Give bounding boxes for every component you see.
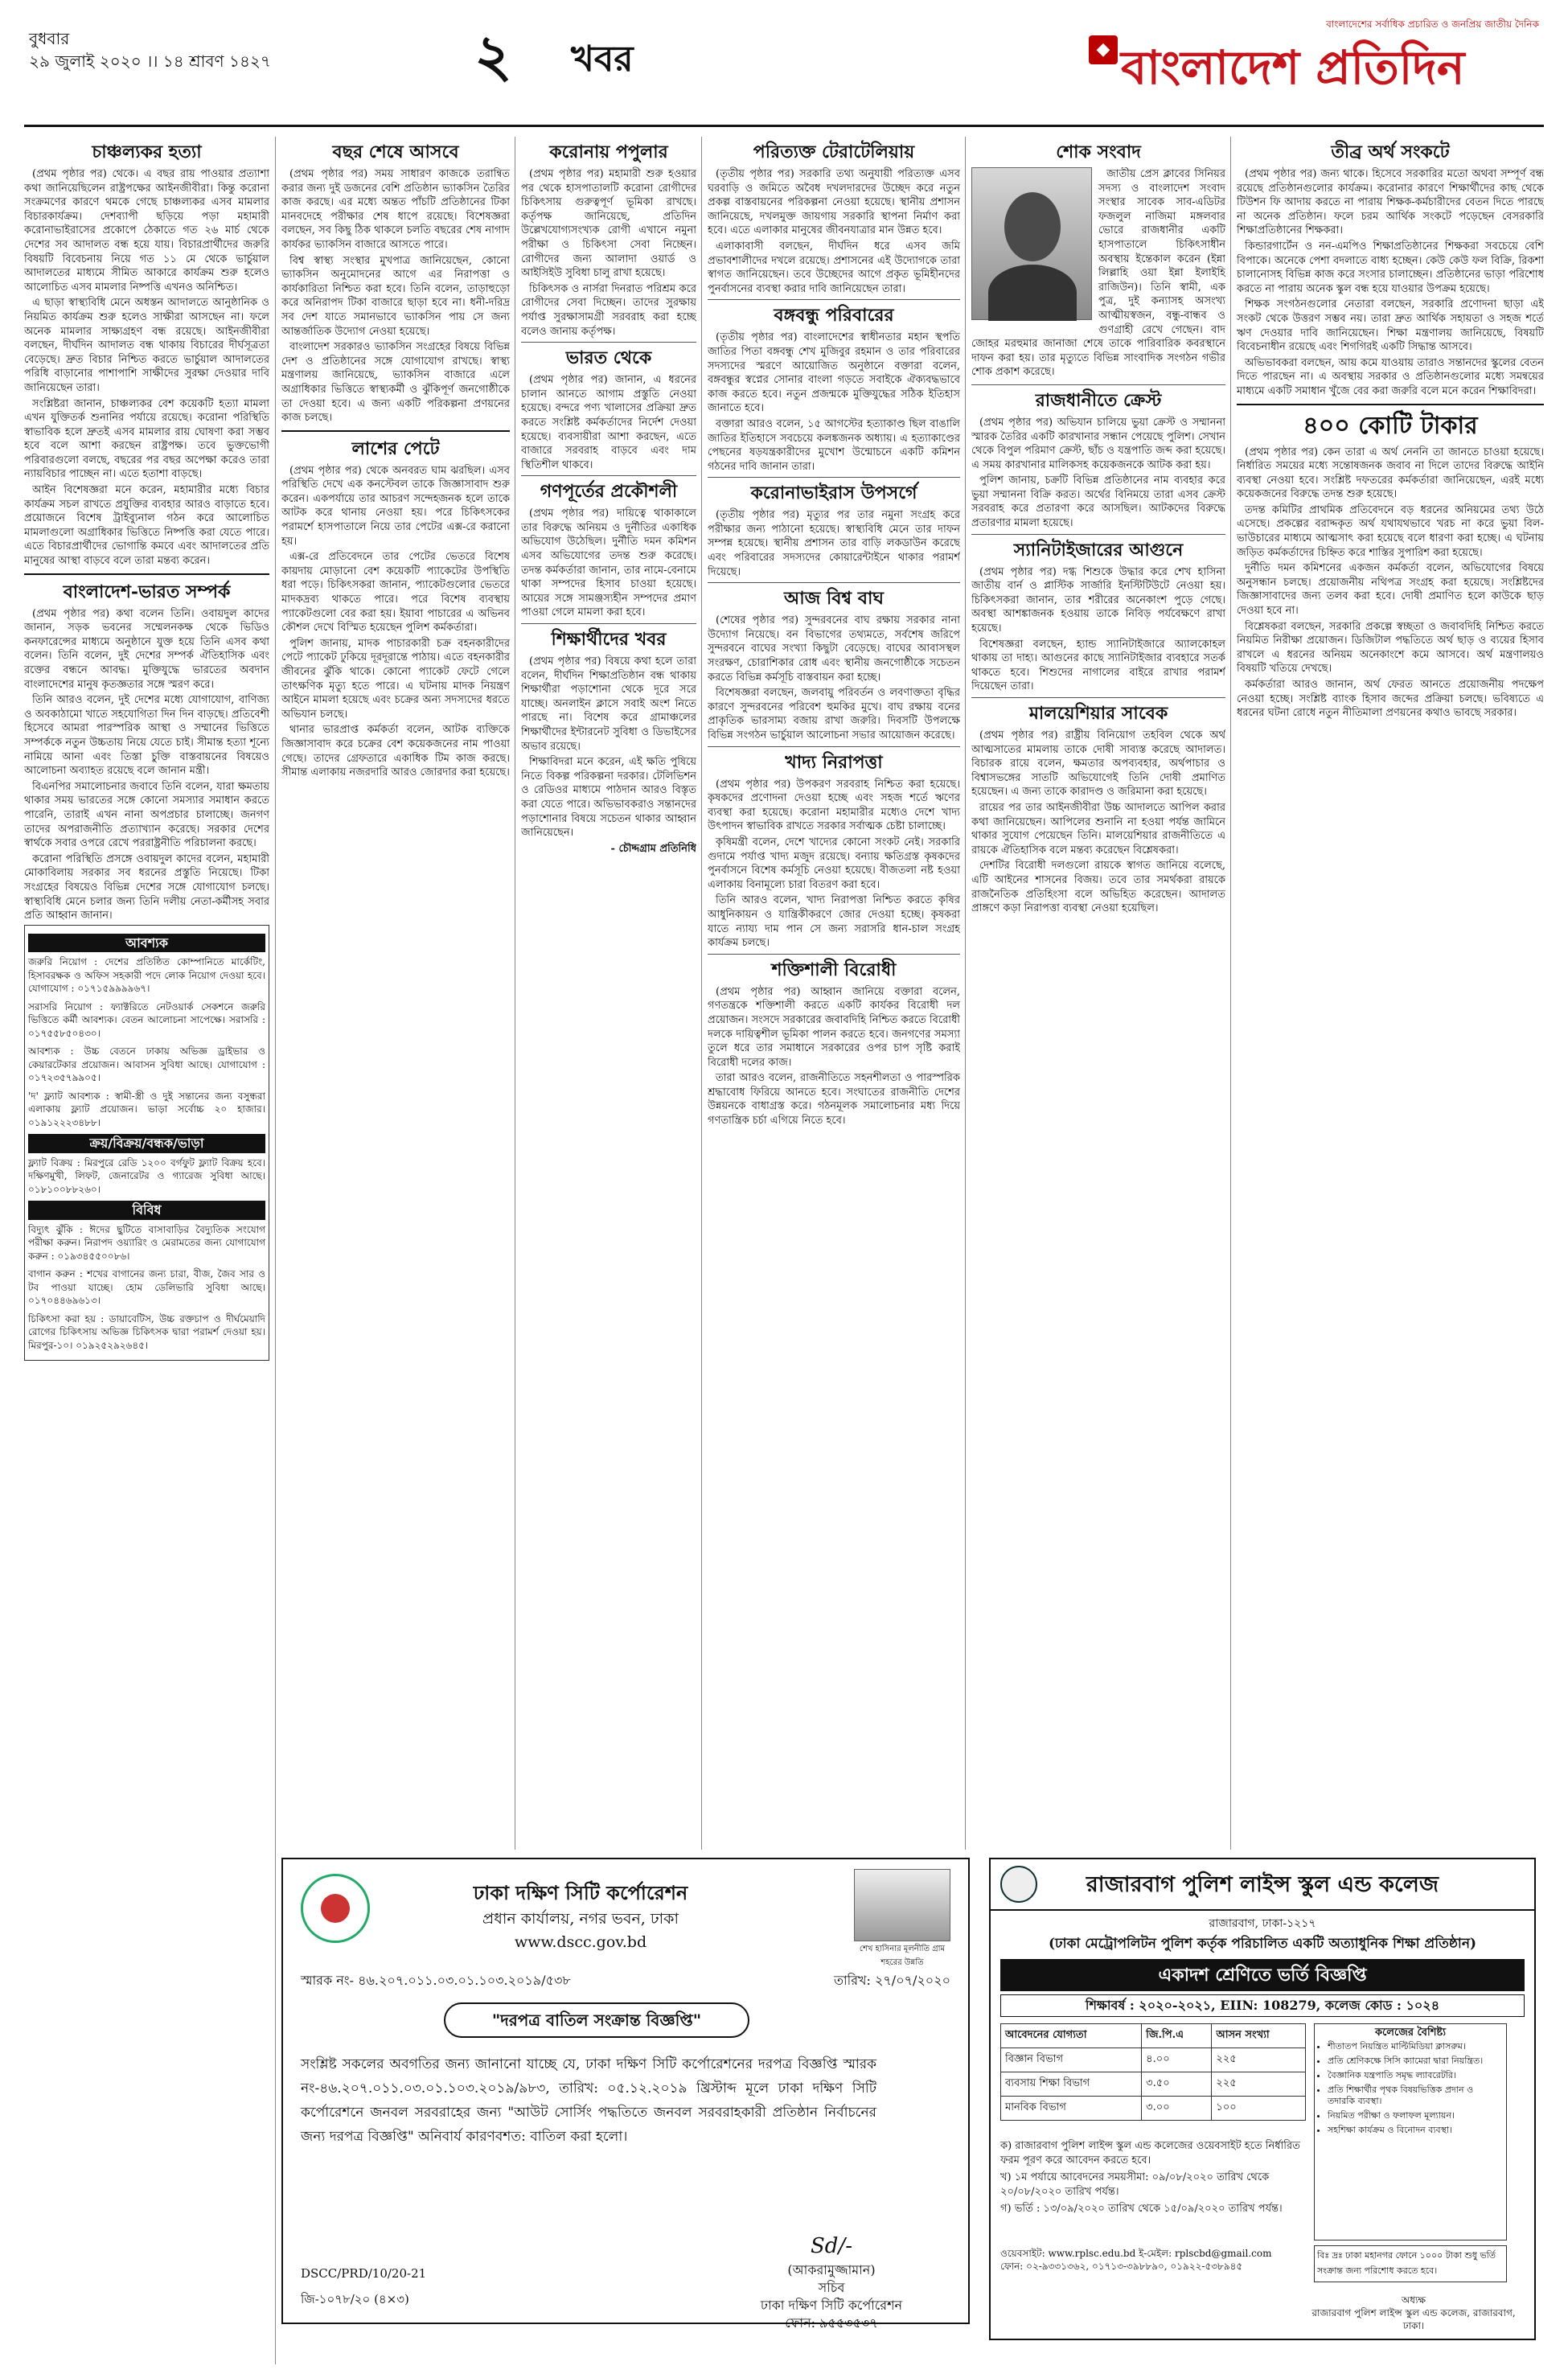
ad-address: রাজারবাগ, ঢাকা-১২১৭ bbox=[1209, 1917, 1316, 1930]
rplsc-admission-ad bbox=[989, 1858, 1536, 2340]
divider bbox=[521, 623, 696, 624]
portrait-body-icon bbox=[988, 265, 1077, 321]
contact-web: ওয়েবসাইট: www.rplsc.edu.bd ই-মেইল: rplscbd@gmail.com bbox=[1000, 2248, 1272, 2259]
ad-memo-number: স্মারক নং- ৪৬.২০৭.০১১.০৩.০১.১০৩.২০১৯/৫৩৮ bbox=[301, 1973, 571, 1988]
section-title: খবর bbox=[571, 39, 634, 80]
headline: শোক সংবাদ bbox=[1056, 142, 1141, 162]
column-divider bbox=[275, 137, 276, 2364]
headline: বছর শেষে আসবে bbox=[332, 142, 459, 162]
feature-item: • প্রতি শিক্ষার্থীর পৃথক বিষয়ভিত্তিক প্রদান ও তদারকি ব্যবস্থা। bbox=[1328, 2084, 1503, 2107]
paragraph: বিশেষজ্ঞরা বলছেন, জলবায়ু পরিবর্তন ও লবণাক্ততা বৃদ্ধির কারণে সুন্দরবনের পরিবেশ হুমকির মুখে। বাঘ রক্ষায় বনের প্রাকৃতিক ভারসাম্য বজায় রাখা জরুরি। দিবসটি উপলক্ষে বিভিন্ন সংগঠন ভার্চুয়াল আলোচনা সভার আয়োজন করেছে। bbox=[708, 687, 960, 741]
contact-block bbox=[1000, 2247, 1306, 2273]
divider bbox=[521, 342, 696, 343]
portrait-face-icon bbox=[1004, 192, 1061, 261]
ad-gd-code: জি-১০৭৮/২০ (৪×৩) bbox=[301, 2292, 409, 2306]
signer-phone: ফোন: ৯৫৫৩৫৩৭ bbox=[785, 2315, 878, 2331]
paragraph: তারা আরও বলেন, রাজনীতিতে সহনশীলতা ও পারস্পরিক শ্রদ্ধাবোধ ফিরিয়ে আনতে হবে। সংঘাতের রাজনীতি দেশের উন্নয়নকে বাধাগ্রস্ত করে। গঠনমূলক সমালোচনার মধ্য দিয়ে গণতান্ত্রিক চর্চা এগিয়ে নিতে হবে। bbox=[708, 1072, 960, 1127]
paragraph: (প্রথম পৃষ্ঠার পর) উপকরণ সরবরাহ নিশ্চিত করা হয়েছে। কৃষকদের প্রণোদনা দেওয়া হচ্ছে এবং সহজ শর্তে ঋণের ব্যবস্থা করা হয়েছে। করোনা মহামারীর মধ্যেও দেশে খাদ্য উৎপাদন স্বাভাবিক রাখতে সরকার সর্বাত্মক চেষ্টা চালাচ্ছে। bbox=[708, 778, 960, 833]
principal-org: রাজারবাগ পুলিশ লাইন্স স্কুল এন্ড কলেজ, রাজারবাগ, ঢাকা। bbox=[1311, 2307, 1516, 2331]
paragraph: (প্রথম পৃষ্ঠার পর) কথা বলেন তিনি। ওবায়দুল কাদের জানান, সড়ক ভবনের সম্মেলনকক্ষ থেকে ভিডিও কনফারেন্সের মাধ্যমে অনুষ্ঠানে যুক্ত হয়ে তিনি এসব কথা বলেন। তিনি বলেন, দুই দেশের সম্পর্ক ঐতিহাসিক এবং রক্তের বন্ধনে আবদ্ধ। মুক্তিযুদ্ধে ভারতের অবদান বাংলাদেশের মানুষ কৃতজ্ঞতার সঙ্গে স্মরণ করে। bbox=[24, 607, 269, 691]
ad-office: প্রধান কার্যালয়, নগর ভবন, ঢাকা bbox=[482, 1910, 679, 1928]
paragraph: বাংলাদেশ সরকারও ভ্যাকসিন সংগ্রহের বিষয়ে বিভিন্ন দেশ ও প্রতিষ্ঠানের সঙ্গে যোগাযোগ রাখছে। স্বাস্থ্য মন্ত্রণালয় জানিয়েছে, ভ্যাকসিন বাজারে এলে অগ্রাধিকার ভিত্তিতে স্বাস্থ্যকর্মী ও ঝুঁকিপূর্ণ জনগোষ্ঠীকে তা দেওয়া হবে। এ জন্য একটি পরিকল্পনা প্রণয়নের কাজ চলছে। bbox=[281, 341, 510, 425]
masthead-date-block bbox=[29, 27, 271, 72]
paragraph: করোনা পরিস্থিতি প্রসঙ্গে ওবায়দুল কাদের বলেন, মহামারী মোকাবিলায় সরকার সব ধরনের প্রস্তুতি নিয়েছে। টিকা সংগ্রহের বিষয়েও বিভিন্ন দেশের সঙ্গে যোগাযোগ চলছে। স্বাস্থ্যবিধি মেনে চলার জন্য তিনি দলীয় নেতা-কর্মীসহ সবার প্রতি আহ্বান জানান। bbox=[24, 852, 269, 922]
signer-org: ঢাকা দক্ষিণ সিটি কর্পোরেশন bbox=[760, 2298, 903, 2313]
column-divider bbox=[1230, 137, 1231, 1850]
paragraph: (শেষের পৃষ্ঠার পর) সুন্দরবনের বাঘ রক্ষায় সরকার নানা উদ্যোগ নিয়েছে। বন বিভাগের তথ্যমতে, সর্বশেষ জরিপে সুন্দরবনে বাঘের সংখ্যা কিছুটা বেড়েছে। বাঘের আবাসস্থল সংরক্ষণ, চোরাশিকার রোধ এবং স্থানীয় জনগোষ্ঠীকে সচেতন করতে বিভিন্ন কর্মসূচি বাস্তবায়ন করা হচ্ছে। bbox=[708, 614, 960, 684]
divider bbox=[521, 475, 696, 476]
paragraph: রায়ের পর তার আইনজীবীরা উচ্চ আদালতে আপিল করার কথা জানিয়েছেন। আপিলের শুনানি না হওয়া পর্যন্ত জামিনে থাকার সুযোগ পেয়েছেন তিনি। মালয়েশিয়ার রাজনীতিতে এ রায়কে ঐতিহাসিক বলে মন্তব্য করেছেন বিশ্লেষকরা। bbox=[971, 801, 1225, 856]
headline: ৪০০ কোটি টাকার bbox=[1303, 411, 1478, 440]
principal-label: অধ্যক্ষ bbox=[1401, 2294, 1426, 2306]
divider bbox=[708, 582, 960, 583]
classified-section-title: আবশ্যক bbox=[28, 934, 265, 953]
obituary-photo bbox=[971, 167, 1092, 320]
headline: ভারত থেকে bbox=[565, 347, 652, 369]
ad-announcement: একাদশ শ্রেণিতে ভর্তি বিজ্ঞপ্তি bbox=[1000, 1959, 1525, 1991]
divider bbox=[708, 954, 960, 955]
paragraph: দুর্নীতি দমন কমিশনের একজন কর্মকর্তা বলেন, অভিযোগের বিষয়ে অনুসন্ধান চলছে। প্রয়োজনীয় নথিপত্র সংগ্রহ করা হয়েছে। সংশ্লিষ্টদের জিজ্ঞাসাবাদের জন্য তলব করা হবে। দোষী প্রমাণিত হলে কাউকে ছাড় দেওয়া হবে না। bbox=[1237, 562, 1544, 618]
headline: শিক্ষার্থীদের খবর bbox=[551, 629, 667, 651]
divider bbox=[708, 746, 960, 747]
ad-date: তারিখ: ২৭/০৭/২০২০ bbox=[833, 1973, 950, 1988]
classified-item: বাগান করুন : শখের বাগানের জন্য চারা, বীজ, জৈব সার ও টব পাওয়া যাচ্ছে। হোম ডেলিভারি সুবিধা আছে। ০১৭০৪৪৬৯৬১৩। bbox=[28, 1268, 265, 1307]
paragraph: শিক্ষাবিদরা মনে করেন, এই ক্ষতি পুষিয়ে নিতে বিকল্প পরিকল্পনা দরকার। টেলিভিশন ও রেডিওর মাধ্যমে পাঠদান আরও বিস্তৃত করা যেতে পারে। অভিভাবকরাও সন্তানদের পড়াশোনার বিষয়ে সচেতন থাকার আহ্বান জানিয়েছেন। bbox=[521, 756, 696, 840]
divider bbox=[971, 697, 1225, 698]
paragraph: কৃষিমন্ত্রী বলেন, দেশে খাদ্যের কোনো সংকট নেই। সরকারি গুদামে পর্যাপ্ত খাদ্য মজুদ রয়েছে। বন্যায় ক্ষতিগ্রস্ত কৃষকদের পুনর্বাসনে বিশেষ কর্মসূচি নেওয়া হয়েছে। বীজতলা নষ্ট হওয়া এলাকায় বিনামূল্যে চারা বিতরণ করা হবে। bbox=[708, 836, 960, 891]
table-header-row bbox=[1001, 2024, 1306, 2048]
masthead bbox=[24, 14, 1544, 127]
paragraph: (তৃতীয় পৃষ্ঠার পর) সরকারি তথ্য অনুযায়ী পরিত্যক্ত এসব ঘরবাড়ি ও জমিতে অবৈধ দখলদারদের উচ্ছেদ করে নতুন প্রকল্প বাস্তবায়নের পরিকল্পনা নেওয়া হয়েছে। স্থানীয় প্রশাসন জানিয়েছে, দখলমুক্ত জায়গায় সরকারি স্থাপনা নির্মাণ করা হবে। এতে এলাকার মানুষের জীবনযাত্রার মান উন্নত হবে। bbox=[708, 168, 960, 237]
headline: করোনায় পপুলার bbox=[549, 142, 668, 162]
paragraph: (প্রথম পৃষ্ঠার পর) সময় সাধারণ কাজকে তরান্বিত করার জন্য দুই ডজনের বেশি প্রতিষ্ঠান ভ্যাকসিন তৈরির কাজ করছে। এর মধ্যে অন্তত পাঁচটি প্রতিষ্ঠানের টিকা মানবদেহে পরীক্ষার শেষ ধাপে রয়েছে। বিশেষজ্ঞরা বলছেন, সব কিছু ঠিক থাকলে চলতি বছরের শেষ নাগাদ কার্যকর ভ্যাকসিন বাজারে আসতে পারে। bbox=[281, 168, 510, 251]
ad-banner-title: "দরপত্র বাতিল সংক্রান্ত বিজ্ঞপ্তি" bbox=[444, 2002, 749, 2038]
paragraph: বিশেষজ্ঞরা বলছেন, হ্যান্ড স্যানিটাইজারে অ্যালকোহল থাকায় তা দাহ্য। আগুনের কাছে স্যানিটাইজার ব্যবহারে সতর্ক থাকতে হবে। শিশুদের নাগালের বাইরে রাখার পরামর্শ দিয়েছেন তারা। bbox=[971, 638, 1225, 693]
newspaper-logo bbox=[1089, 35, 1539, 116]
headline: গণপূর্তের প্রকৌশলী bbox=[540, 481, 678, 503]
classified-section-title: বিবিধ bbox=[28, 1201, 265, 1220]
headline: বঙ্গবন্ধু পরিবারের bbox=[774, 305, 894, 327]
paragraph: (প্রথম পৃষ্ঠার পর) দগ্ধ শিশুকে উদ্ধার করে শেখ হাসিনা জাতীয় বার্ন ও প্লাস্টিক সার্জারি ইনস্টিটিউটে নেওয়া হয়। চিকিৎসকরা জানান, তার শরীরের অনেকাংশ পুড়ে গেছে। অবস্থা আশঙ্কাজনক হওয়ায় তাকে নিবিড় পর্যবেক্ষণে রাখা হয়েছে। bbox=[971, 565, 1225, 635]
classified-item: আবশ্যক : উচ্চ বেতনে ঢাকায় অভিজ্ঞ ড্রাইভার ও কেয়ারটেকার প্রয়োজন। আবাসন সুবিধা আছে। যোগাযোগ : ০১৭২৩৫৭৯৯০৫। bbox=[28, 1045, 265, 1084]
paragraph: সংশ্লিষ্টরা জানান, চাঞ্চল্যকর বেশ কয়েকটি হত্যা মামলা এখন যুক্তিতর্ক শুনানির পর্যায়ে রয়েছে। করোনা পরিস্থিতি স্বাভাবিক হলে দ্রুতই এসব মামলার রায় ঘোষণা করা সম্ভব হবে বলে আশা করছেন রাষ্ট্রপক্ষ। তবে ভুক্তভোগী পরিবারগুলো বলছে, বছরের পর বছর অপেক্ষা করেও তারা ন্যায়বিচার পাচ্ছেন না। এতে হতাশা বাড়ছে। bbox=[24, 397, 269, 481]
headline: আজ বিশ্ব বাঘ bbox=[784, 588, 884, 610]
paragraph: কর্মকর্তারা আরও জানান, অর্থ ফেরত আনতে প্রয়োজনীয় পদক্ষেপ নেওয়া হচ্ছে। সংশ্লিষ্ট ব্যাংক হিসাব জব্দের প্রক্রিয়া চলছে। ভবিষ্যতে এ ধরনের ঘটনা রোধে নতুন নীতিমালা প্রণয়নের কথাও ভাবছে সরকার। bbox=[1237, 679, 1544, 720]
info-item: গ) ভর্তি : ১৩/০৯/২০২০ তারিখ থেকে ১৫/০৯/২০২০ তারিখ পর্যন্ত। bbox=[1000, 2203, 1283, 2215]
ad-body: সংশ্লিষ্ট সকলের অবগতির জন্য জানানো যাচ্ছে যে, ঢাকা দক্ষিণ সিটি কর্পোরেশনের দরপত্র বিজ্ঞপ্তি স্মারক নং-৪৬.২০৭.০১১.০৩.০১.১০৩.২০১৯/৯৮৩, তারিখ: ০৫.১২.২০১৯ খ্রিস্টাব্দ মূলে ঢাকা দক্ষিণ সিটি কর্পোরেশনে জনবল সরবরাহের জন্য "আউট সোর্সিং পদ্ধতিতে জনবল সরবরাহকারী প্রতিষ্ঠান নির্বাচনের জন্য দরপত্র বিজ্ঞপ্তি" অনিবার্য কারণবশত: বাতিল করা হলো। bbox=[301, 2056, 876, 2145]
table-row bbox=[1001, 2072, 1306, 2097]
headline: শক্তিশালী বিরোধী bbox=[771, 959, 897, 980]
column-2 bbox=[281, 137, 510, 1850]
headline: বাংলাদেশ-ভারত সম্পর্ক bbox=[63, 581, 231, 602]
page-number: ২ bbox=[474, 21, 512, 89]
info-item: খ) ১ম পর্যায়ে আবেদনের সময়সীমা: ০৯/০৮/২০২০ তারিখ থেকে ২০/০৮/২০২০ তারিখ পর্যন্ত। bbox=[1000, 2171, 1270, 2198]
paragraph: (প্রথম পৃষ্ঠার পর) জন্য থাকে। হিসেবে সরকারির মতো অথবা সম্পূর্ণ বন্ধ রয়েছে প্রতিষ্ঠানগুলোর কার্যক্রম। করোনার কারণে শিক্ষার্থীদের কাছ থেকে টিউশন ফি আদায় করতে না পারায় শিক্ষক-কর্মচারীদের বেতন দিতে পারছে না অনেক প্রতিষ্ঠান। ফলে চরম আর্থিক সংকটে পড়েছেন বেসরকারি শিক্ষাপ্রতিষ্ঠানের শিক্ষকরা। bbox=[1237, 168, 1544, 237]
classified-item: ফ্ল্যাট বিক্রয় : মিরপুরে রেডি ১২০০ বর্গফুট ফ্ল্যাট বিক্রয় হবে। দক্ষিণমুখী, লিফট, জেনারেটর ও গ্যারেজ সুবিধা আছে। ০১৮১০০৮৮২৬০। bbox=[28, 1156, 265, 1195]
headline: করোনাভাইরাস উপসর্গে bbox=[750, 483, 917, 504]
college-features-box bbox=[1314, 2023, 1507, 2241]
table-header: আবেদনের যোগ্যতা bbox=[1001, 2024, 1142, 2048]
table-cell: মানবিক বিভাগ bbox=[1001, 2097, 1142, 2121]
obituary bbox=[971, 167, 1225, 381]
headline: রাজধানীতে ক্রেস্ট bbox=[1035, 389, 1162, 411]
column-divider bbox=[701, 137, 702, 1850]
headline: চাঞ্চল্যকর হত্যা bbox=[92, 142, 202, 162]
paragraph: (তৃতীয় পৃষ্ঠার পর) বাংলাদেশের স্বাধীনতার মহান স্থপতি জাতির পিতা বঙ্গবন্ধু শেখ মুজিবুর রহমান ও তার পরিবারের সদস্যদের স্মরণে আয়োজিত অনুষ্ঠানে বক্তারা বলেন, বঙ্গবন্ধুর স্বপ্নের সোনার বাংলা গড়তে সবাইকে ঐক্যবদ্ধভাবে কাজ করতে হবে। নতুন প্রজন্মকে মুক্তিযুদ্ধের সঠিক ইতিহাস জানাতে হবে। bbox=[708, 331, 960, 415]
classified-section-title: ক্রয়/বিক্রয়/বন্ধক/ভাড়া bbox=[28, 1134, 265, 1153]
feature-item: • বৈজ্ঞানিক যন্ত্রপাতি সমৃদ্ধ ল্যাবরেটরি। bbox=[1328, 2070, 1503, 2081]
leader-portrait-icon bbox=[854, 1869, 950, 1941]
table-cell: ২২৫ bbox=[1212, 2048, 1306, 2072]
column-3 bbox=[521, 137, 696, 1850]
paragraph: (প্রথম পৃষ্ঠার পর) আহ্বান জানিয়ে বক্তারা বলেন, গণতন্ত্রকে শক্তিশালী করতে একটি কার্যকর বিরোধী দল প্রয়োজন। সংসদে সরকারের জবাবদিহি নিশ্চিত করতে বিরোধী দলকে দায়িত্বশীল ভূমিকা পালন করতে হবে। জনগণের সমস্যা তুলে ধরে তার সমাধানে সরকারের ওপর চাপ সৃষ্টি করাই বিরোধী দলের কাজ। bbox=[708, 985, 960, 1069]
paragraph: (প্রথম পৃষ্ঠার পর) থেকে অনবরত ঘাম ঝরছিল। এসব পরিস্থিতি দেখে এক কনস্টেবল তাকে জিজ্ঞাসাবাদ শুরু করেন। একপর্যায়ে তার আচরণ সন্দেহজনক হলে তাকে আটক করে থানায় নেওয়া হয়। পরে চিকিৎসকের পরামর্শে হাসপাতালে নিয়ে তার পেটের এক্স-রে করানো হয়। bbox=[281, 464, 510, 548]
ad-organization: ঢাকা দক্ষিণ সিটি কর্পোরেশন bbox=[473, 1881, 688, 1904]
headline: লাশের পেটে bbox=[351, 437, 440, 459]
signer-name: (আকরামুজ্জামান) bbox=[787, 2262, 876, 2277]
paragraph: তিনি আরও বলেন, খাদ্য নিরাপত্তা নিশ্চিত করতে কৃষির আধুনিকায়ন ও যান্ত্রিকীকরণে জোর দেওয়া হচ্ছে। কৃষকরা যাতে ন্যায্য দাম পান সে জন্য সরাসরি ধান-চাল সংগ্রহ কার্যক্রম চলছে। bbox=[708, 894, 960, 950]
paragraph: (তৃতীয় পৃষ্ঠার পর) মৃত্যুর পর তার নমুনা সংগ্রহ করে পরীক্ষার জন্য পাঠানো হয়েছে। স্বাস্থ্যবিধি মেনে তার দাফন সম্পন্ন হয়েছে। স্থানীয় প্রশাসন তার বাড়ি লকডাউন করেছে এবং পরিবারের সদস্যদের কোয়ারেন্টাইনে থাকার পরামর্শ দিয়েছে। bbox=[708, 509, 960, 578]
admission-table bbox=[1000, 2023, 1306, 2121]
info-item: ক) রাজারবাগ পুলিশ লাইন্স স্কুল এন্ড কলেজের ওয়েবসাইট হতে নির্ধারিত ফরম পূরণ করে আবেদন করতে হবে। bbox=[1000, 2140, 1300, 2167]
table-row bbox=[1001, 2048, 1306, 2072]
headline: তীব্র অর্থ সংকটে bbox=[1331, 142, 1450, 162]
paragraph: বিশ্লেষকরা বলছেন, সরকারি প্রকল্পে স্বচ্ছতা ও জবাবদিহি নিশ্চিত করতে নিয়মিত নিরীক্ষা প্রয়োজন। ডিজিটাল পদ্ধতিতে অর্থ ছাড় ও ব্যয়ের হিসাব রাখলে এ ধরনের অনিয়ম অনেকাংশে কমে আসবে। অর্থ মন্ত্রণালয়ও বিষয়টি খতিয়ে দেখছে। bbox=[1237, 620, 1544, 676]
table-cell: ৩.০০ bbox=[1142, 2097, 1212, 2121]
principal-block bbox=[1309, 2294, 1518, 2332]
paragraph: কিন্ডারগার্টেন ও নন-এমপিও শিক্ষাপ্রতিষ্ঠানের শিক্ষকরা সবচেয়ে বেশি বিপাকে। অনেকে পেশা বদলাতে বাধ্য হচ্ছেন। কেউ কেউ ফল বিক্রি, রিকশা চালানোসহ বিভিন্ন কাজ করে সংসার চালাচ্ছেন। প্রতিষ্ঠানের ভাড়া পরিশোধ করতে না পারায় অনেক স্কুল বন্ধ হয়ে যাওয়ার উপক্রম হয়েছে। bbox=[1237, 240, 1544, 295]
column-4 bbox=[708, 137, 960, 1850]
divider bbox=[24, 573, 269, 575]
classified-item: সরাসরি নিয়োগ : ফ্যাক্টরিতে নেটওয়ার্ক সেকশনে জরুরি ভিত্তিতে কর্মী আবশ্যক। বেতন আলোচনা সাপেক্ষে। সরাসরি : ০১৭৫৫৮৫০৪৩০। bbox=[28, 1000, 265, 1039]
paragraph: (প্রথম পৃষ্ঠার পর) কেন তারা এ অর্থ নেননি তা জানতে চাওয়া হয়েছে। নির্ধারিত সময়ের মধ্যে সন্তোষজনক জবাব না দিলে তাদের বিরুদ্ধে আইনি ব্যবস্থা নেওয়া হবে। সংশ্লিষ্ট দফতরের কর্মকর্তারা জানিয়েছেন, এরই মধ্যে কয়েকজনের বিরুদ্ধে তদন্ত শুরু হয়েছে। bbox=[1237, 446, 1544, 501]
ad-title: রাজারবাগ পুলিশ লাইন্স স্কুল এন্ড কলেজ bbox=[991, 1859, 1534, 1911]
divider bbox=[971, 384, 1225, 385]
table-cell: ২২৫ bbox=[1212, 2072, 1306, 2097]
divider bbox=[708, 477, 960, 478]
logo-name: বাংলাদেশ প্রতিদিন bbox=[1121, 40, 1465, 95]
table-header: আসন সংখ্যা bbox=[1212, 2024, 1306, 2048]
paragraph: বক্তারা আরও বলেন, ১৫ আগস্টের হত্যাকাণ্ড ছিল বাঙালি জাতির ইতিহাসে সবচেয়ে কলঙ্কজনক অধ্যায়। এ হত্যাকাণ্ডের পেছনের ষড়যন্ত্রকারীদের মুখোশ উন্মোচনে একটি কমিশন গঠনের দাবি জানান তারা। bbox=[708, 417, 960, 473]
feature-item: • প্রতি শ্রেণিকক্ষে সিসি ক্যামেরা দ্বারা নিয়ন্ত্রিত। bbox=[1328, 2056, 1503, 2067]
column-6 bbox=[1237, 137, 1544, 1850]
paragraph: আইন বিশেষজ্ঞরা মনে করেন, মহামারীর মধ্যে বিচার কার্যক্রম সচল রাখতে প্রযুক্তির ব্যবহার আরও বাড়াতে হবে। প্রয়োজনে বিশেষ ট্রাইব্যুনাল গঠন করে আলোচিত মামলাগুলো অগ্রাধিকার ভিত্তিতে নিষ্পত্তি করা যেতে পারে। এতে বিচারপ্রার্থীদের ভোগান্তি কমবে এবং আদালতের প্রতি মানুষের আস্থা বাড়বে বলে তারা মন্তব্য করেন। bbox=[24, 484, 269, 568]
table-row bbox=[1001, 2097, 1306, 2121]
school-emblem-icon bbox=[1000, 1866, 1037, 1903]
classifieds-box bbox=[24, 925, 269, 1362]
ad-website: www.dscc.gov.bd bbox=[514, 1933, 647, 1951]
dscc-tender-notice-ad bbox=[281, 1858, 970, 2331]
divider bbox=[281, 430, 510, 432]
column-divider bbox=[965, 137, 966, 1850]
paragraph: চিকিৎসক ও নার্সরা দিনরাত পরিশ্রম করে রোগীদের সেবা দিচ্ছেন। তাদের সুরক্ষায় পর্যাপ্ত সুরক্ষাসামগ্রী সরবরাহ করা হচ্ছে বলেও জানায় কর্তৃপক্ষ। bbox=[521, 282, 696, 338]
classified-item: চিকিৎসা করা হয় : ডায়াবেটিস, উচ্চ রক্তচাপ ও দীর্ঘমেয়াদি রোগের চিকিৎসায় অভিজ্ঞ চিকিৎসক দ্বারা পরামর্শ দেওয়া হয়। মিরপুর-১০। ০১৯২৫২৯২৬৪৫। bbox=[28, 1312, 265, 1351]
paragraph: (প্রথম পৃষ্ঠার পর) জানান, এ ধরনের চালান আনতে আগাম প্রস্তুতি নেওয়া হয়েছে। বন্দরে পণ্য খালাসের প্রক্রিয়া দ্রুত করতে সংশ্লিষ্ট কর্মকর্তাদের নির্দেশ দেওয়া হয়েছে। ব্যবসায়ীরা আশা করছেন, এতে বাজারে সরবরাহ বাড়বে এবং দাম স্থিতিশীল থাকবে। bbox=[521, 374, 696, 471]
byline: - চৌদ্দগ্রাম প্রতিনিধি bbox=[610, 842, 696, 855]
paragraph: তিনি আরও বলেন, দুই দেশের মধ্যে যোগাযোগ, বাণিজ্য ও অবকাঠামো খাতে সহযোগিতা দিন দিন বাড়ছে। প্রতিবেশী হিসেবে আমরা পারস্পরিক আস্থা ও সম্মানের ভিত্তিতে সম্পর্ককে নতুন উচ্চতায় নিয়ে যেতে চাই। সীমান্ত হত্যা শূন্যে নামিয়ে আনা এবং তিস্তা চুক্তি বাস্তবায়নের বিষয়েও আলোচনা অব্যাহত রয়েছে বলে জানান মন্ত্রী। bbox=[24, 694, 269, 778]
paragraph: দেশটির বিরোধী দলগুলো রায়কে স্বাগত জানিয়ে বলেছে, এটি আইনের শাসনের বিজয়। তবে তার সমর্থকরা রায়কে রাজনৈতিক প্রতিহিংসা বলে অভিহিত করেছেন। আদালত প্রাঙ্গণে কড়া নিরাপত্তা ব্যবস্থা নেওয়া হয়েছিল। bbox=[971, 860, 1225, 915]
headline: মালয়েশিয়ার সাবেক bbox=[1028, 703, 1168, 724]
paragraph: পুলিশ জানায়, চক্রটি বিভিন্ন প্রতিষ্ঠানের নাম ব্যবহার করে ভুয়া সম্মাননা বিক্রি করত। অর্থের বিনিময়ে তারা এসব ক্রেস্ট সরবরাহ করে প্রতারণা করে আসছিল। আটকদের বিরুদ্ধে প্রতারণার মামলা হয়েছে। bbox=[971, 474, 1225, 530]
paragraph: পুলিশ জানায়, মাদক পাচারকারী চক্র বহনকারীদের পেটে প্যাকেট ঢুকিয়ে দূরদূরান্তে পাঠায়। এতে বহনকারীর জীবনের ঝুঁকি থাকে। কোনো প্যাকেট ফেটে গেলে তাৎক্ষণিক মৃত্যু হতে পারে। এ ঘটনায় মাদক নিয়ন্ত্রণ আইনে মামলা হয়েছে এবং চক্রের অন্য সদস্যদের ধরতে অভিযান চলছে। bbox=[281, 637, 510, 721]
paragraph: (প্রথম পৃষ্ঠার পর) দায়িত্বে থাকাকালে তার বিরুদ্ধে অনিয়ম ও দুর্নীতির একাধিক অভিযোগ উঠেছিল। দুর্নীতি দমন কমিশন এসব অভিযোগের তদন্ত শুরু করেছে। তদন্ত কর্মকর্তারা জানান, তার নামে-বেনামে থাকা সম্পদের হিসাব চাওয়া হয়েছে। আয়ের সঙ্গে সামঞ্জস্যহীন সম্পদের প্রমাণ পাওয়া গেলে মামলা করা হবে। bbox=[521, 507, 696, 619]
dscc-emblem-icon bbox=[301, 1874, 370, 1943]
paragraph: (প্রথম পৃষ্ঠার পর) অভিযান চালিয়ে ভুয়া ক্রেস্ট ও সম্মাননা স্মারক তৈরির একটি কারখানার সন্ধান পেয়েছে পুলিশ। সেখান থেকে বিপুল পরিমাণ ক্রেস্ট, ছাঁচ ও যন্ত্রপাতি জব্দ করা হয়েছে। এ সময় কারখানার মালিকসহ কয়েকজনকে আটক করা হয়। bbox=[971, 416, 1225, 471]
admission-info bbox=[1000, 2139, 1306, 2219]
ad-note: বিঃ দ্রঃ ঢাকা মহানগর ফোনে ১০০০ টাকা শুধু ভর্তি সংক্রান্ত জন্য পরিশোধ করতে হবে। bbox=[1314, 2245, 1507, 2282]
paragraph: এলাকাবাসী বলছেন, দীর্ঘদিন ধরে এসব জমি প্রভাবশালীদের দখলে রয়েছে। প্রশাসনের এই উদ্যোগকে তারা স্বাগত জানিয়েছেন। তবে উচ্ছেদের আগে প্রকৃত ভূমিহীনদের পুনর্বাসনের ব্যবস্থা করার দাবি জানিয়েছেন তারা। bbox=[708, 240, 960, 295]
masthead-day: বুধবার bbox=[29, 29, 70, 48]
paragraph: এক্স-রে প্রতিবেদনে তার পেটের ভেতরে বিশেষ কায়দায় মোড়ানো বেশ কয়েকটি প্যাকেটের উপস্থিতি ধরা পড়ে। চিকিৎসকরা জানান, প্যাকেটগুলোর ভেতরে মাদকদ্রব্য থাকতে পারে। পরে বিশেষ ব্যবস্থায় প্যাকেটগুলো বের করা হয়। ইয়াবা পাচারের এ অভিনব কৌশল দেখে বিস্মিত হয়েছেন পুলিশ কর্মকর্তারা। bbox=[281, 551, 510, 635]
logo-mark-icon: ◆ bbox=[1089, 35, 1118, 64]
table-cell: ৪.০০ bbox=[1142, 2048, 1212, 2072]
classified-item: বিদ্যুৎ ঝুঁকি : ঈদের ছুটিতে বাসাবাড়ির বৈদ্যুতিক সংযোগ পরীক্ষা করুন। নিরাপদ ওয়্যারিং ও মেরামতের জন্য যোগাযোগ করুন : ০১৯৩৪৫৫০০৮৬। bbox=[28, 1223, 265, 1262]
signature: Sd/- bbox=[811, 2234, 852, 2258]
paragraph: শিক্ষক সংগঠনগুলোর নেতারা বলছেন, সরকারি প্রণোদনা ছাড়া এই সংকট থেকে উত্তরণ সম্ভব নয়। তারা দ্রুত আর্থিক সহায়তা ও সহজ শর্তে ঋণ দেওয়ার দাবি জানিয়েছেন। শিক্ষা মন্ত্রণালয় জানিয়েছে, বিষয়টি বিবেচনাধীন রয়েছে এবং শিগগিরই একটি সিদ্ধান্ত আসবে। bbox=[1237, 298, 1544, 354]
column-5 bbox=[971, 137, 1225, 1850]
divider bbox=[971, 534, 1225, 535]
divider bbox=[708, 299, 960, 300]
divider bbox=[1237, 404, 1544, 405]
paragraph: অভিভাবকরা বলছেন, আয় কমে যাওয়ায় তারাও সন্তানদের স্কুলের বেতন দিতে পারছেন না। এ অবস্থায় সরকার ও প্রতিষ্ঠানগুলোর মধ্যে সমন্বয়ের মাধ্যমে একটি সমাধান খুঁজে বের করা জরুরি বলে মনে করেন শিক্ষাবিদরা। bbox=[1237, 356, 1544, 397]
paragraph: বিএনপির সমালোচনার জবাবে তিনি বলেন, যারা ক্ষমতায় থাকার সময় ভারতের সঙ্গে কোনো সমস্যার সমাধান করতে পারেনি, তারাই এখন নানা অপপ্রচার চালাচ্ছে। জনগণ তাদের অপরাজনীতি প্রত্যাখ্যান করেছে। সরকার দেশের স্বার্থকে সবার ওপরে রেখে পররাষ্ট্রনীতি পরিচালনা করছে। bbox=[24, 780, 269, 850]
feature-item: • শীতাতপ নিয়ন্ত্রিত মাল্টিমিডিয়া ক্লাসরুম। bbox=[1328, 2041, 1503, 2052]
paragraph: (প্রথম পৃষ্ঠার পর) বিষয়ে কথা হলে তারা বলেন, দীর্ঘদিন শিক্ষাপ্রতিষ্ঠান বন্ধ থাকায় শিক্ষার্থীরা পড়াশোনা থেকে দূরে সরে যাচ্ছে। অনলাইন ক্লাসে সবাই অংশ নিতে পারছে না। বিশেষ করে গ্রামাঞ্চলের শিক্ষার্থীদের ইন্টারনেট সুবিধা ও ডিভাইসের অভাব রয়েছে। bbox=[521, 655, 696, 753]
headline: খাদ্য নিরাপত্তা bbox=[785, 751, 883, 773]
ad-signature-block bbox=[743, 2234, 920, 2332]
masthead-tagline: বাংলাদেশের সর্বাধিক প্রচারিত ও জনপ্রিয় জাতীয় দৈনিক bbox=[1326, 18, 1539, 30]
classified-item: জরুরি নিয়োগ : দেশের প্রতিষ্ঠিত কোম্পানিতে মার্কেটিং, হিসাবরক্ষক ও অফিস সহকারী পদে লোক নিয়োগ দেওয়া হবে। যোগাযোগ : ০১৭১৫৯৯৯৯৬৭। bbox=[28, 956, 265, 995]
masthead-date: ২৯ জুলাই ২০২০ ।। ১৪ শ্রাবণ ১৪২৭ bbox=[29, 51, 271, 71]
obituary-text: জাতীয় প্রেস ক্লাবের সিনিয়র সদস্য ও বাংলাদেশ সংবাদ সংস্থার সাবেক সাব-এডিটর ফজলুল নাজিমা মঙ্গলবার ভোরে রাজধানীর একটি হাসপাতালে চিকিৎসাধীন অবস্থায় ইন্তেকাল করেন (ইন্না লিল্লাহি ওয়া ইন্না ইলাইহি রাজিউন)। তিনি স্বামী, এক পুত্র, দুই কন্যাসহ অসংখ্য আত্মীয়স্বজন, বন্ধু-বান্ধব ও গুণগ্রাহী রেখে গেছেন। বাদ জোহর মরহুমার জানাজা শেষে তাকে পারিবারিক কবরস্থানে দাফন করা হয়। তার মৃত্যুতে বিভিন্ন সাংবাদিক সংগঠন গভীর শোক প্রকাশ করেছে। bbox=[971, 168, 1225, 379]
signer-title: সচিব bbox=[818, 2280, 845, 2295]
paragraph: থানার ভারপ্রাপ্ত কর্মকর্তা বলেন, আটক ব্যক্তিকে জিজ্ঞাসাবাদ করে চক্রের বেশ কয়েকজনের নাম পাওয়া গেছে। তাদের গ্রেফতারে একাধিক টিম কাজ করছে। সীমান্ত এলাকায় নজরদারি আরও জোরদার করা হয়েছে। bbox=[281, 724, 510, 779]
paragraph: তদন্ত কমিটির প্রাথমিক প্রতিবেদনে বড় ধরনের অনিয়মের তথ্য উঠে এসেছে। প্রকল্পের বরাদ্দকৃত অর্থ যথাযথভাবে খরচ না করে ভুয়া বিল-ভাউচারের মাধ্যমে আত্মসাৎ করা হয়েছে বলে ধারণা করা হচ্ছে। এ ঘটনায় জড়িত কর্মকর্তাদের চিহ্নিত করে শাস্তির সুপারিশ করা হয়েছে। bbox=[1237, 503, 1544, 559]
ad-session: শিক্ষাবর্ষ : ২০২০-২০২১, EIIN: 108279, কলেজ কোড : ১০২৪ bbox=[1000, 1994, 1525, 2017]
paragraph: এ ছাড়া স্বাস্থ্যবিধি মেনে অধস্তন আদালতে আনুষ্ঠানিক ও নিয়মিত কার্যক্রম শুরু হলেও সাক্ষীরা আসছেন না। ফলে অনেক মামলার সাক্ষ্যগ্রহণ বন্ধ রয়েছে। আইনজীবীরা বলছেন, দীর্ঘদিন আদালত বন্ধ থাকায় বিচারের দীর্ঘসূত্রতা বেড়েছে। দ্রুত বিচার নিশ্চিত করতে ভার্চুয়াল আদালতের পরিধি বাড়ানোর পাশাপাশি সাক্ষীদের সুরক্ষা দেওয়ার দাবি জানিয়েছেন তারা। bbox=[24, 297, 269, 394]
column-1 bbox=[24, 137, 269, 2364]
ad-ref-code: DSCC/PRD/10/20-21 bbox=[301, 2266, 427, 2281]
paragraph: (প্রথম পৃষ্ঠার পর) থেকে। এ বছর রায় পাওয়ার প্রত্যাশা কথা জানিয়েছিলেন রাষ্ট্রপক্ষের আইনজীবীরা। কিন্তু করোনা সংক্রমণের কারণে থমকে গেছে চাঞ্চল্যকর এসব মামলার বিচারকার্যক্রম। দেশব্যাপী ছড়িয়ে পড়া মহামারী করোনাভাইরাসের প্রকোপে ঠেকাতে গত ২৬ মার্চ থেকে দেশের সব আদালত বন্ধ হয়ে যায়। বিচারপ্রার্থীদের জরুরি বিষয়টি বিবেচনায় নিয়ে গত ১১ মে থেকে ভার্চুয়াল আদালতের মাধ্যমে সীমিত আকারে কার্যক্রম শুরু হলেও আলোচিত এসব মামলার নিষ্পত্তি এখনও অনিশ্চিত। bbox=[24, 168, 269, 294]
paragraph: বিশ্ব স্বাস্থ্য সংস্থার মুখপাত্র জানিয়েছেন, কোনো ভ্যাকসিন অনুমোদনের আগে এর নিরাপত্তা ও কার্যকারিতা নিশ্চিত করা হবে। তিনি বলেন, তাড়াহুড়ো করে অনিরাপদ টিকা বাজারে ছাড়া হবে না। ধনী-দরিদ্র সব দেশ যাতে সমানভাবে ভ্যাকসিন পায় সে জন্য আন্তর্জাতিক উদ্যোগ নেওয়া হয়েছে। bbox=[281, 254, 510, 338]
ad-slogan: শেখ হাসিনার মূলনীতি গ্রাম শহরের উন্নতি bbox=[859, 1945, 946, 1967]
table-cell: ব্যবসায় শিক্ষা বিভাগ bbox=[1001, 2072, 1142, 2097]
paragraph: (প্রথম পৃষ্ঠার পর) রাষ্ট্রীয় বিনিয়োগ তহবিল থেকে অর্থ আত্মসাতের মামলায় তাকে দোষী সাব্যস্ত করেছে আদালত। বিচারক রায়ে বলেন, ক্ষমতার অপব্যবহার, অর্থপাচার ও বিশ্বাসভঙ্গের সাতটি অভিযোগেই তিনি দোষী প্রমাণিত হয়েছেন। এ জন্য তাকে কারাদণ্ড ও জরিমানা করা হয়েছে। bbox=[971, 729, 1225, 799]
ad-subtitle: (ঢাকা মেট্রোপলিটন পুলিশ কর্তৃক পরিচালিত একটি অত্যাধুনিক শিক্ষা প্রতিষ্ঠান) bbox=[1048, 1936, 1477, 1952]
paragraph: (প্রথম পৃষ্ঠার পর) মহামারী শুরু হওয়ার পর থেকে হাসপাতালটি করোনা রোগীদের চিকিৎসায় গুরুত্বপূর্ণ ভূমিকা রাখছে। কর্তৃপক্ষ জানিয়েছে, প্রতিদিন উল্লেখযোগ্যসংখ্যক রোগী এখানে নমুনা পরীক্ষা ও চিকিৎসা সেবা নিচ্ছেন। রোগীদের জন্য আলাদা ওয়ার্ড ও আইসিইউ সুবিধা চালু রাখা হয়েছে। bbox=[521, 168, 696, 280]
features-title: কলেজের বৈশিষ্ট্য bbox=[1374, 2027, 1446, 2039]
table-cell: বিজ্ঞান বিভাগ bbox=[1001, 2048, 1142, 2072]
table-cell: ১০০ bbox=[1212, 2097, 1306, 2121]
feature-item: • নিয়মিত পরীক্ষা ও ফলাফল মূল্যায়ন। bbox=[1328, 2110, 1503, 2121]
table-header: জি.পি.এ bbox=[1142, 2024, 1212, 2048]
headline: স্যানিটাইজারের আগুনে bbox=[1013, 539, 1184, 561]
classified-item: 'দ' ফ্ল্যাট আবশ্যক : স্বামী-স্ত্রী ও দুই সন্তানের জন্য বসুন্ধরা এলাকায় ফ্ল্যাট প্রয়োজন। ভাড়া সর্বোচ্চ ২০ হাজার। ০১৯১২২২৩৪৮৮। bbox=[28, 1090, 265, 1128]
table-cell: ৩.৫০ bbox=[1142, 2072, 1212, 2097]
feature-item: • সহশিক্ষা কার্যক্রম ও বিনোদন ব্যবস্থা। bbox=[1328, 2125, 1503, 2136]
headline: পরিত্যক্ত টেরাটেলিয়ায় bbox=[753, 142, 915, 162]
contact-phone: ফোন: ০২-৯৩৩১৩৬২, ০১৭১৩-৩৯৮৮৯০, ০১৯২২-৫৩৮৯৪৫ bbox=[1000, 2261, 1243, 2272]
